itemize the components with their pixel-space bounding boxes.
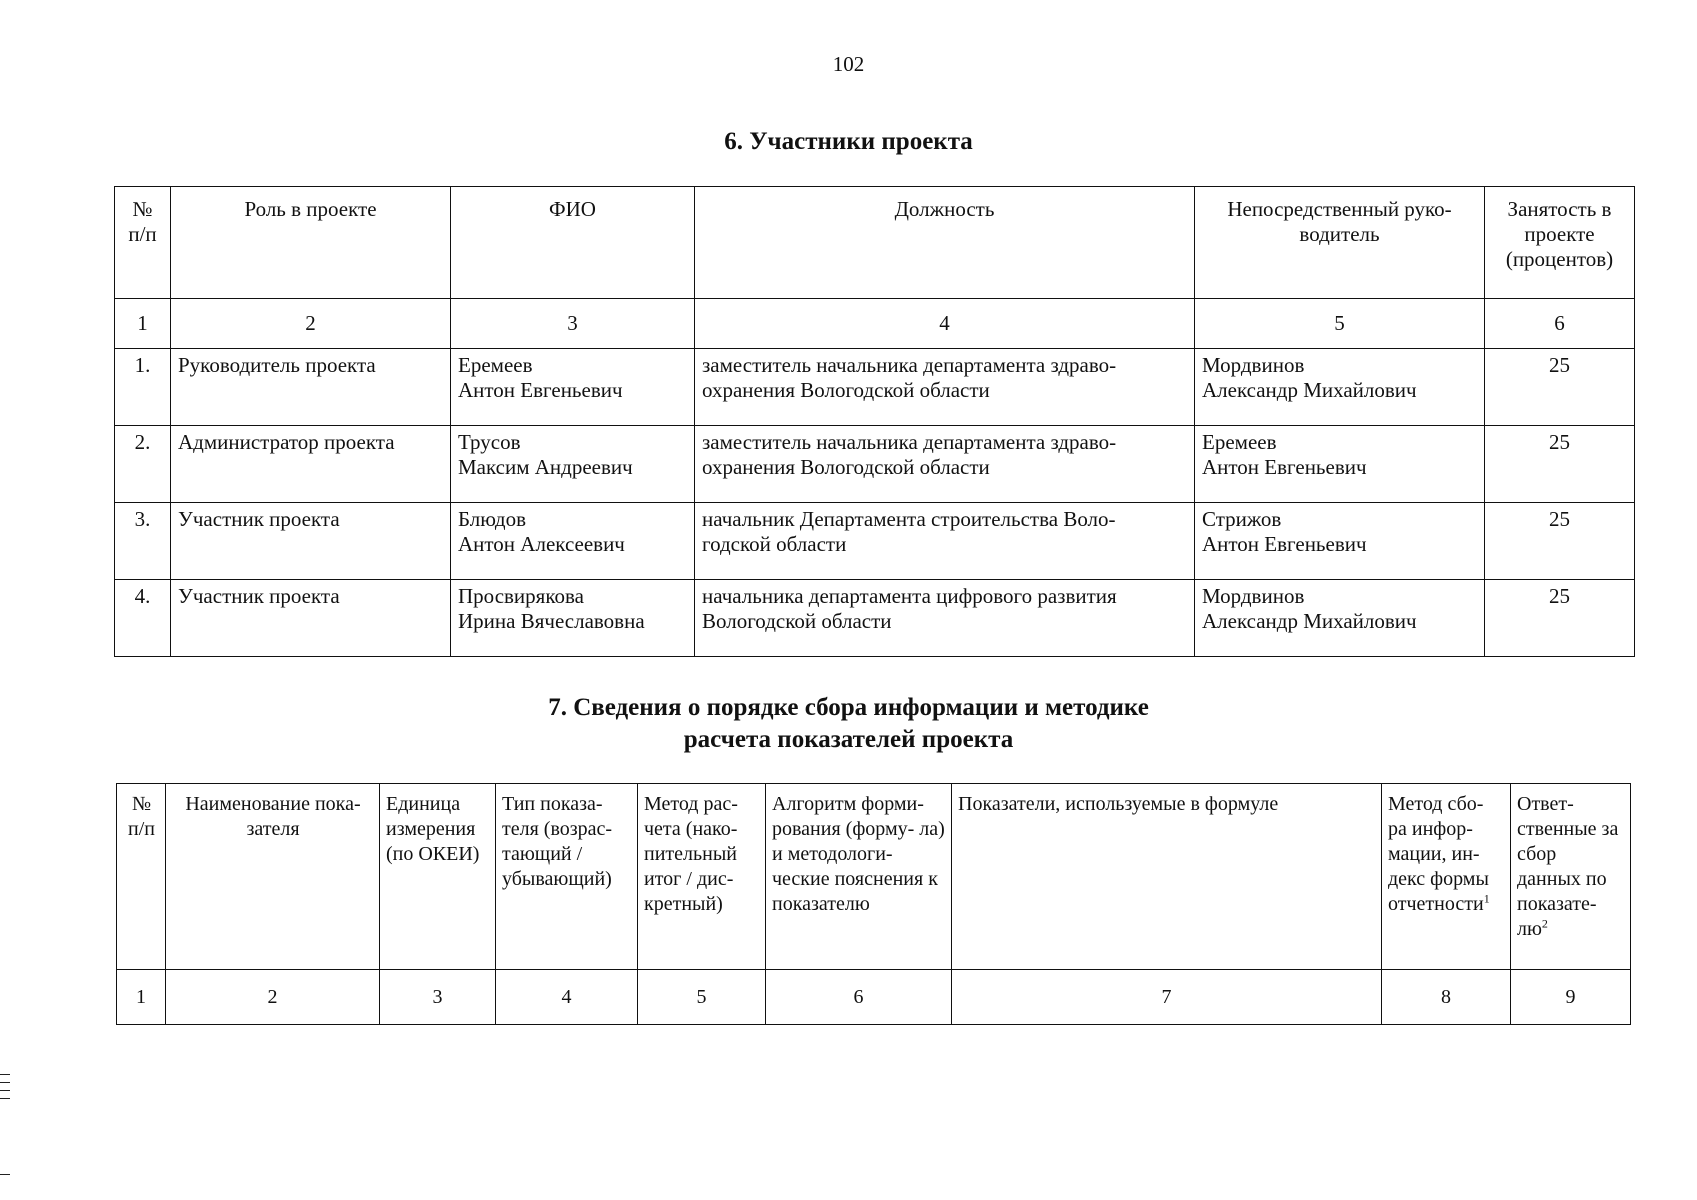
manager-name: Александр Михайлович — [1202, 609, 1417, 633]
participants-column-numbers — [115, 299, 1635, 349]
column-number: 1 — [115, 299, 171, 349]
row-load: 25 — [1485, 349, 1635, 426]
header-formula-indicators: Показатели, используемые в формуле — [952, 784, 1382, 970]
header-responsible — [1511, 784, 1631, 970]
participants-header-row — [115, 187, 1635, 299]
row-number: 3. — [115, 503, 171, 580]
row-load: 25 — [1485, 580, 1635, 657]
column-number: 5 — [638, 970, 766, 1025]
scan-margin-mark — [0, 1090, 10, 1091]
manager-name: Антон Евгеньевич — [1202, 532, 1367, 556]
header-unit: Единица измерения (по ОКЕИ) — [380, 784, 496, 970]
fio-surname: Блюдов — [458, 507, 526, 531]
manager-surname: Еремеев — [1202, 430, 1277, 454]
header-fio: ФИО — [451, 187, 695, 299]
manager-surname: Стрижов — [1202, 507, 1282, 531]
footnote-marker: 1 — [1483, 891, 1490, 906]
row-number: 1. — [115, 349, 171, 426]
header-number: № п/п — [115, 187, 171, 299]
column-number: 7 — [952, 970, 1382, 1025]
page-number: 102 — [832, 52, 865, 76]
header-responsible-text: Ответ- ственные за сбор данных по показате- лю — [1517, 793, 1619, 940]
row-fio — [451, 349, 695, 426]
row-number: 4. — [115, 580, 171, 657]
table-row — [115, 426, 1635, 503]
table-row — [115, 349, 1635, 426]
column-number: 6 — [1485, 299, 1635, 349]
row-manager — [1195, 503, 1485, 580]
header-manager: Непосредственный руко- водитель — [1195, 187, 1485, 299]
scan-margin-mark — [0, 1082, 10, 1083]
scan-margin-mark — [0, 1174, 10, 1175]
table-row — [115, 503, 1635, 580]
header-role: Роль в проекте — [171, 187, 451, 299]
methodology-header-row — [117, 784, 1631, 970]
section-6-title: 6. Участники проекта — [724, 128, 973, 155]
participants-table — [114, 186, 1635, 657]
row-fio — [451, 503, 695, 580]
column-number: 6 — [766, 970, 952, 1025]
header-collection-method-text: Метод сбо- ра инфор- мации, ин- декс формы отчетности — [1388, 793, 1489, 915]
section-7-title-line-1: 7. Сведения о порядке сбора информации и методике — [548, 694, 1149, 721]
header-number: № п/п — [117, 784, 166, 970]
fio-surname: Просвирякова — [458, 584, 584, 608]
methodology-table — [116, 783, 1631, 1025]
header-indicator-type: Тип показа- теля (возрас- тающий / убывающий) — [496, 784, 638, 970]
footnote-marker: 2 — [1541, 916, 1548, 931]
column-number: 8 — [1382, 970, 1511, 1025]
column-number: 1 — [117, 970, 166, 1025]
row-load: 25 — [1485, 426, 1635, 503]
table-row — [115, 580, 1635, 657]
column-number: 2 — [171, 299, 451, 349]
column-number: 4 — [695, 299, 1195, 349]
fio-name: Ирина Вячеславовна — [458, 609, 645, 633]
row-position: начальника департамента цифрового развития Вологодской области — [695, 580, 1195, 657]
column-number: 3 — [380, 970, 496, 1025]
header-calc-method: Метод рас- чета (нако- пительный итог / дис- кретный) — [638, 784, 766, 970]
row-load: 25 — [1485, 503, 1635, 580]
row-manager — [1195, 349, 1485, 426]
row-role: Администратор проекта — [171, 426, 451, 503]
column-number: 5 — [1195, 299, 1485, 349]
scan-margin-mark — [0, 1074, 10, 1075]
scan-margin-mark — [0, 1098, 10, 1099]
column-number: 2 — [166, 970, 380, 1025]
header-load: Занятость в проекте (процентов) — [1485, 187, 1635, 299]
fio-name: Антон Алексеевич — [458, 532, 625, 556]
row-position: заместитель начальника департамента здраво- охранения Вологодской области — [695, 426, 1195, 503]
row-fio — [451, 580, 695, 657]
section-7-title — [0, 692, 1697, 756]
column-number: 3 — [451, 299, 695, 349]
row-role: Участник проекта — [171, 503, 451, 580]
column-number: 4 — [496, 970, 638, 1025]
row-manager — [1195, 426, 1485, 503]
header-algorithm: Алгоритм форми- рования (форму- ла) и методологи- ческие пояснения к показателю — [766, 784, 952, 970]
manager-surname: Мордвинов — [1202, 584, 1305, 608]
fio-surname: Трусов — [458, 430, 521, 454]
row-number: 2. — [115, 426, 171, 503]
row-role: Руководитель проекта — [171, 349, 451, 426]
manager-name: Антон Евгеньевич — [1202, 455, 1367, 479]
fio-name: Антон Евгеньевич — [458, 378, 623, 402]
header-position: Должность — [695, 187, 1195, 299]
row-manager — [1195, 580, 1485, 657]
row-fio — [451, 426, 695, 503]
fio-surname: Еремеев — [458, 353, 533, 377]
header-indicator-name: Наименование пока- зателя — [166, 784, 380, 970]
section-7-title-line-2: расчета показателей проекта — [683, 726, 1014, 753]
header-collection-method — [1382, 784, 1511, 970]
fio-name: Максим Андреевич — [458, 455, 633, 479]
row-position: начальник Департамента строительства Воло- годской области — [695, 503, 1195, 580]
column-number: 9 — [1511, 970, 1631, 1025]
row-position: заместитель начальника департамента здраво- охранения Вологодской области — [695, 349, 1195, 426]
manager-surname: Мордвинов — [1202, 353, 1305, 377]
manager-name: Александр Михайлович — [1202, 378, 1417, 402]
row-role: Участник проекта — [171, 580, 451, 657]
methodology-column-numbers — [117, 970, 1631, 1025]
